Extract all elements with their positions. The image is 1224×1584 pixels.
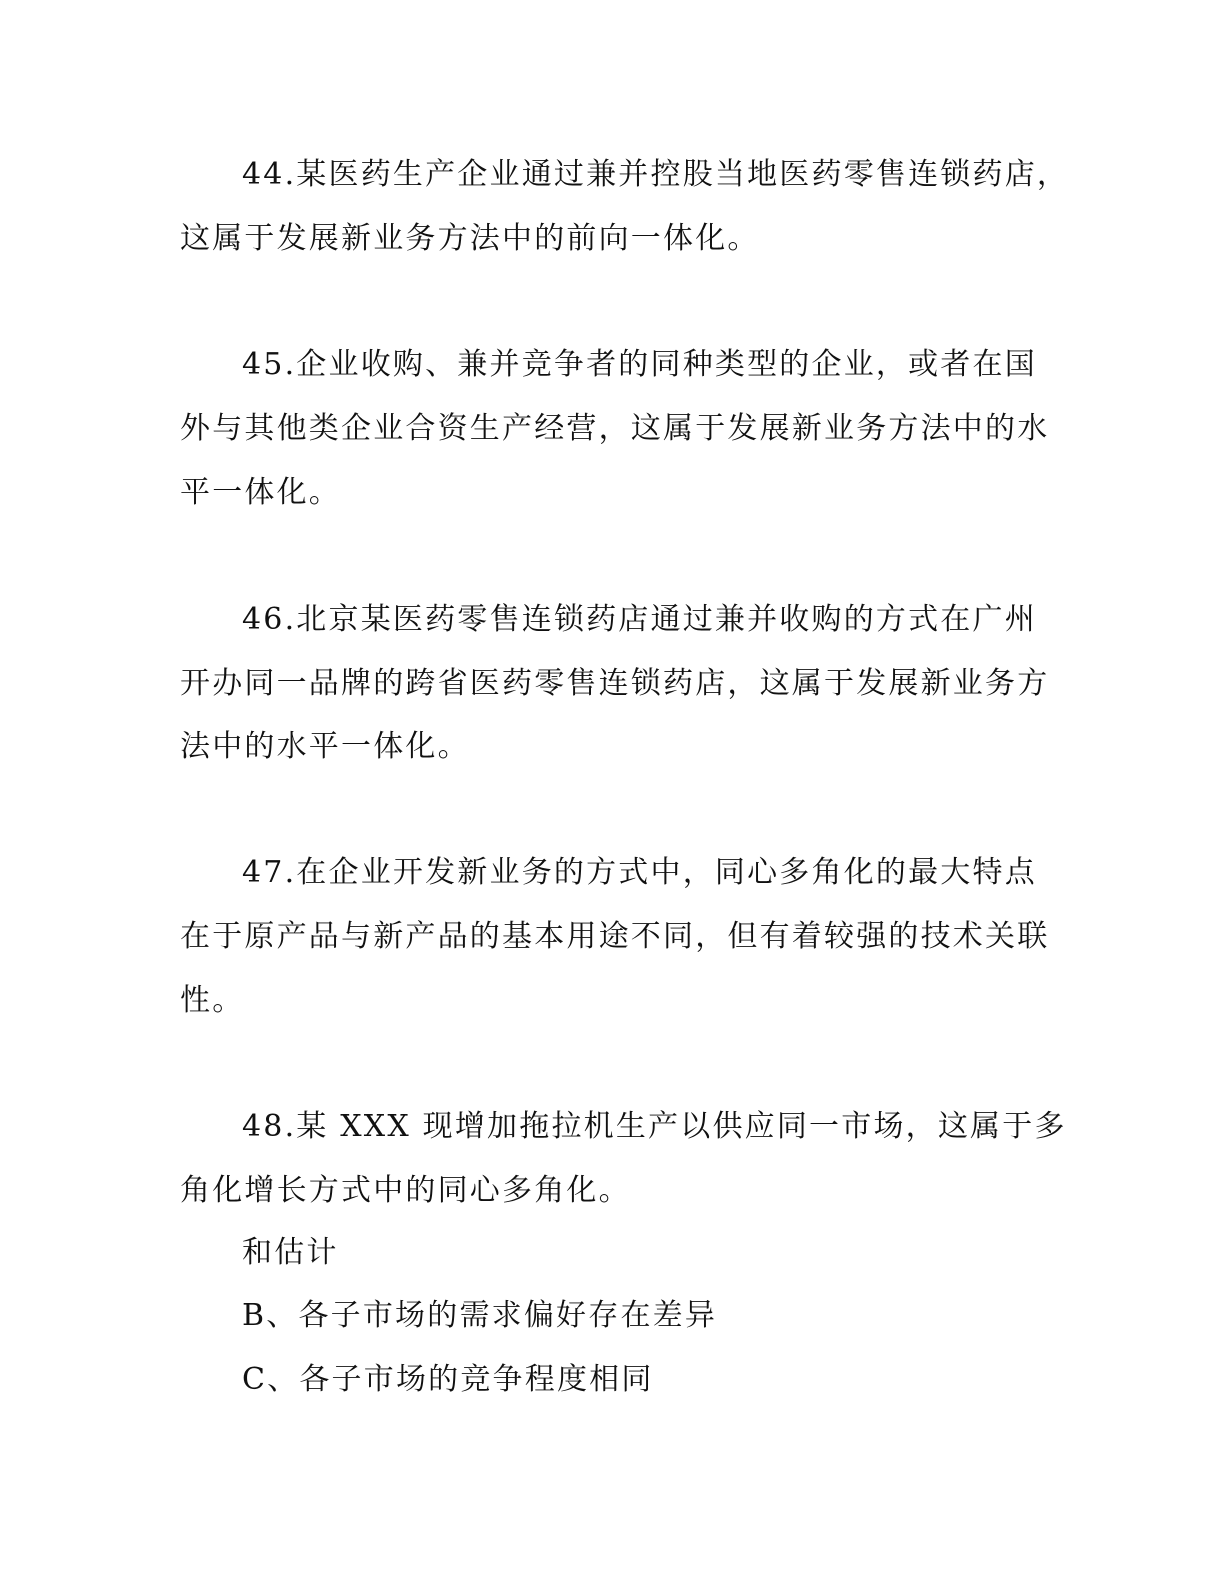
paragraph-46-line-2: 开办同一品牌的跨省医药零售连锁药店，这属于发展新业务方 bbox=[180, 666, 1050, 701]
paragraph-47-line-3: 性。 bbox=[180, 983, 245, 1018]
paragraph-47-line-1: 47.在企业开发新业务的方式中，同心多角化的最大特点 bbox=[242, 855, 1037, 890]
paragraph-48-line-1: 48.某 XXX 现增加拖拉机生产以供应同一市场，这属于多 bbox=[242, 1109, 1067, 1144]
paragraph-45-line-1: 45.企业收购、兼并竞争者的同种类型的企业，或者在国 bbox=[242, 347, 1037, 382]
paragraph-46-line-1: 46.北京某医药零售连锁药店通过兼并收购的方式在广州 bbox=[242, 602, 1037, 637]
paragraph-44-line-2: 这属于发展新业务方法中的前向一体化。 bbox=[180, 221, 760, 256]
paragraph-45-line-3: 平一体化。 bbox=[180, 475, 341, 510]
option-b: B、各子市场的需求偏好存在差异 bbox=[242, 1298, 718, 1333]
paragraph-44-line-1: 44.某医药生产企业通过兼并控股当地医药零售连锁药店， bbox=[242, 157, 1070, 192]
paragraph-48-line-2: 角化增长方式中的同心多角化。 bbox=[180, 1173, 631, 1208]
paragraph-47-line-2: 在于原产品与新产品的基本用途不同，但有着较强的技术关联 bbox=[180, 919, 1050, 954]
fragment-text: 和估计 bbox=[242, 1235, 339, 1270]
paragraph-46-line-3: 法中的水平一体化。 bbox=[180, 729, 470, 764]
option-c: C、各子市场的竞争程度相同 bbox=[242, 1362, 654, 1397]
paragraph-45-line-2: 外与其他类企业合资生产经营，这属于发展新业务方法中的水 bbox=[180, 411, 1050, 446]
